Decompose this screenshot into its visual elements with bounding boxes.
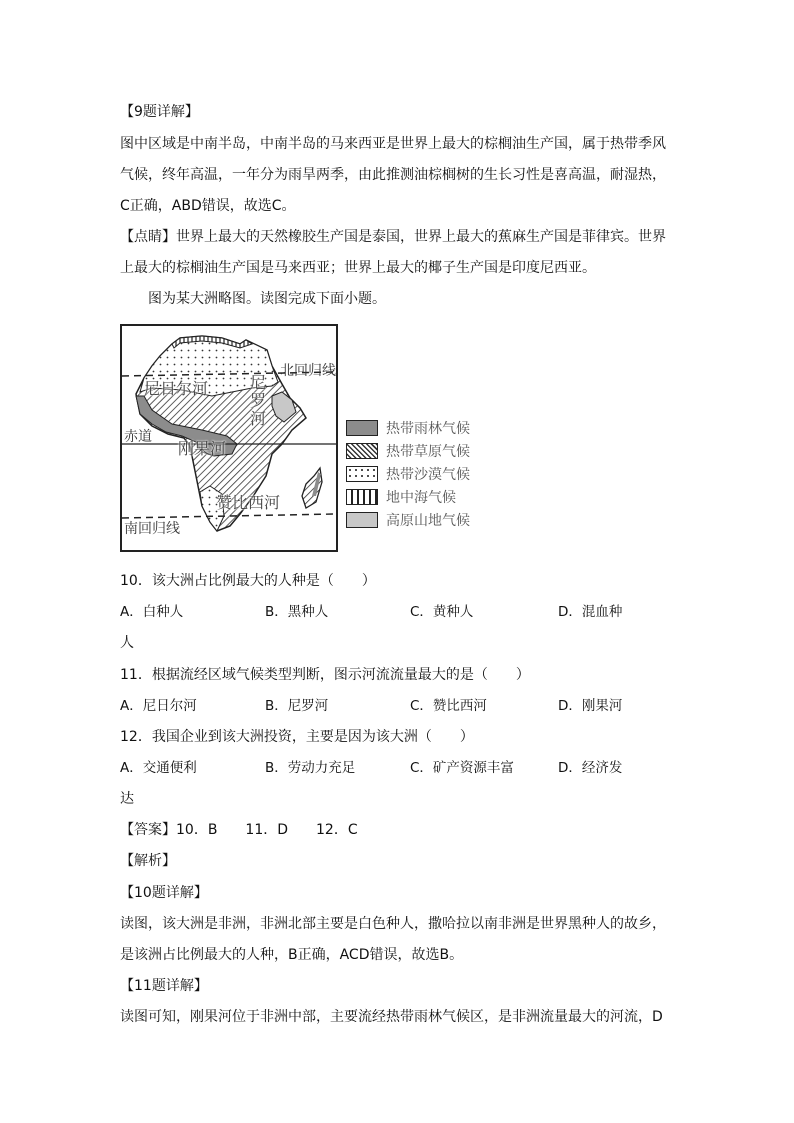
legend-item-savanna: 热带草原气候 [346, 439, 470, 462]
q11-option-a[interactable]: A．尼日尔河 [120, 698, 197, 714]
legend-item-highland: 高原山地气候 [346, 508, 470, 531]
intro-text: 图为某大洲略图。读图完成下面小题。 [148, 291, 386, 307]
tropic-cancer-label: 北回归线 [280, 363, 336, 379]
analysis-heading: 【解析】 [120, 853, 176, 869]
q10-option-b[interactable]: B．黑种人 [265, 604, 329, 620]
q11-detail-line-1: 读图可知，刚果河位于非洲中部，主要流经热带雨林气候区，是非洲流量最大的河流，D [120, 1009, 663, 1025]
legend-item-mediterranean: 地中海气候 [346, 485, 470, 508]
savanna-swatch-icon [346, 443, 378, 459]
nile-river-label-2: 罗 [250, 391, 267, 410]
tip-line-2: 上最大的棕榈油生产国是马来西亚；世界上最大的椰子生产国是印度尼西亚。 [120, 260, 596, 276]
q10-option-c[interactable]: C．黄种人 [410, 604, 474, 620]
equator-label: 赤道 [124, 429, 152, 445]
mediterranean-swatch-icon [346, 489, 378, 505]
question-12-stem: 12．我国企业到该大洲投资，主要是因为该大洲（ ） [120, 729, 474, 745]
q12-option-a[interactable]: A．交通便利 [120, 760, 197, 776]
tip-line-1: 【点睛】世界上最大的天然橡胶生产国是泰国，世界上最大的蕉麻生产国是菲律宾。世界 [120, 229, 666, 245]
question-10-stem: 10．该大洲占比例最大的人种是（ ） [120, 573, 376, 589]
tropic-capricorn-label: 南回归线 [124, 521, 180, 537]
question-11-stem: 11．根据流经区域气候类型判断，图示河流流量最大的是（ ） [120, 667, 530, 683]
q12-option-c[interactable]: C．矿产资源丰富 [410, 760, 514, 776]
zambezi-river-label: 赞比西河 [216, 493, 281, 512]
q10-detail-heading: 【10题详解】 [120, 885, 208, 901]
q12-option-d-wrap: 达 [120, 791, 134, 807]
congo-river-label: 刚果河 [178, 439, 227, 458]
q10-option-d[interactable]: D．混血种 [558, 604, 623, 620]
map-legend [346, 416, 470, 531]
q10-option-d-wrap: 人 [120, 635, 134, 651]
rainforest-swatch-icon [346, 420, 378, 436]
africa-climate-map [120, 324, 338, 552]
q12-option-b[interactable]: B．劳动力充足 [265, 760, 356, 776]
q9-detail-heading: 【9题详解】 [120, 104, 199, 120]
q10-option-a[interactable]: A．白种人 [120, 604, 184, 620]
q10-detail-line-2: 是该洲占比例最大的人种，B正确，ACD错误，故选B。 [120, 947, 464, 963]
q9-detail-line-3: C正确，ABD错误，故选C。 [120, 198, 296, 214]
q9-detail-line-1: 图中区域是中南半岛，中南半岛的马来西亚是世界上最大的棕榈油生产国，属于热带季风 [120, 136, 666, 152]
q11-option-d[interactable]: D．刚果河 [558, 698, 623, 714]
nile-river-label-1: 尼 [250, 373, 267, 392]
q11-option-c[interactable]: C．赞比西河 [410, 698, 487, 714]
nile-river-label-3: 河 [250, 409, 267, 428]
answer-line: 【答案】10．B 11．D 12．C [120, 822, 358, 838]
q9-detail-line-2: 气候，终年高温，一年分为雨旱两季，由此推测油棕榈树的生长习性是喜高温，耐湿热， [120, 167, 666, 183]
legend-item-desert: 热带沙漠气候 [346, 462, 470, 485]
desert-swatch-icon [346, 466, 378, 482]
highland-swatch-icon [346, 512, 378, 528]
q11-option-b[interactable]: B．尼罗河 [265, 698, 329, 714]
q12-option-d[interactable]: D．经济发 [558, 760, 623, 776]
q10-detail-line-1: 读图，该大洲是非洲，非洲北部主要是白色种人，撒哈拉以南非洲是世界黑种人的故乡， [120, 916, 666, 932]
niger-river-label: 尼日尔河 [144, 379, 209, 398]
q11-detail-heading: 【11题详解】 [120, 978, 208, 994]
legend-item-rainforest: 热带雨林气候 [346, 416, 470, 439]
